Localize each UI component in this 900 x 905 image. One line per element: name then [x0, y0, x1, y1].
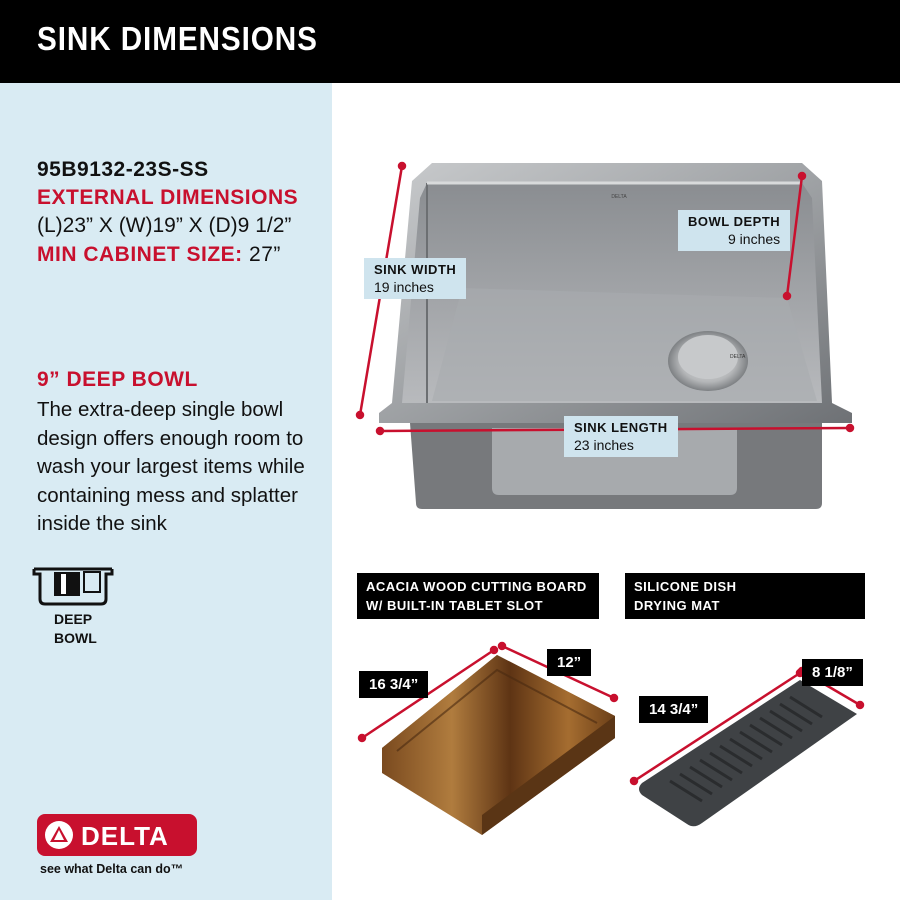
mat-title-line1: SILICONE DISH: [634, 579, 737, 594]
board-width-label: 12”: [547, 649, 591, 676]
icon-label-line2: BOWL: [54, 630, 97, 646]
board-title-line2: W/ BUILT-IN TABLET SLOT: [366, 598, 544, 613]
mat-length-label: 14 3/4”: [639, 696, 708, 723]
sink-width-value: 19 inches: [374, 279, 434, 295]
deep-bowl-icon: [32, 563, 114, 607]
feature-title: 9” DEEP BOWL: [37, 368, 198, 391]
tagline: see what Delta can do™: [40, 862, 184, 876]
icon-label-line1: DEEP: [54, 611, 93, 627]
mat-width-label: 8 1/8”: [802, 659, 863, 686]
sink-length-title: SINK LENGTH: [574, 420, 668, 435]
model-number: 95B9132-23S-SS: [37, 158, 209, 181]
cutting-board-title: [357, 573, 599, 619]
min-cabinet-label: MIN CABINET SIZE:: [37, 243, 243, 266]
bowl-depth-title: BOWL DEPTH: [688, 214, 781, 229]
external-dimensions-value: (L)23” X (W)19” X (D)9 1/2”: [37, 214, 292, 237]
board-length-label: 16 3/4”: [359, 671, 428, 698]
header-bar: [0, 0, 900, 83]
mat-title-line2: DRYING MAT: [634, 598, 720, 613]
bowl-depth-callout: [678, 210, 790, 251]
delta-logo: [37, 814, 197, 856]
page-title: SINK DIMENSIONS: [37, 20, 318, 57]
min-cabinet-value: 27”: [249, 243, 281, 266]
drying-mat-title: [625, 573, 865, 619]
sink-brand-text: DELTA: [611, 194, 627, 200]
product-diagram: [332, 83, 900, 900]
delta-triangle-icon: [45, 821, 73, 849]
sink-illustration: [332, 83, 900, 900]
min-cabinet-size: [37, 243, 281, 267]
deep-bowl-icon-label: [54, 610, 97, 648]
sink-width-callout: [364, 258, 466, 299]
drain-brand-text: DELTA: [730, 354, 746, 360]
logo-text: DELTA: [81, 821, 169, 851]
sink-length-value: 23 inches: [574, 437, 634, 453]
bowl-depth-value: 9 inches: [728, 231, 781, 247]
external-dimensions-label: EXTERNAL DIMENSIONS: [37, 186, 299, 209]
sink-width-title: SINK WIDTH: [374, 262, 457, 277]
feature-description: The extra-deep single bowl design offers enough room to wash your largest items while containing mess and splatter inside the sink: [37, 398, 305, 535]
board-title-line1: ACACIA WOOD CUTTING BOARD: [366, 579, 587, 594]
sink-length-callout: [564, 416, 678, 457]
